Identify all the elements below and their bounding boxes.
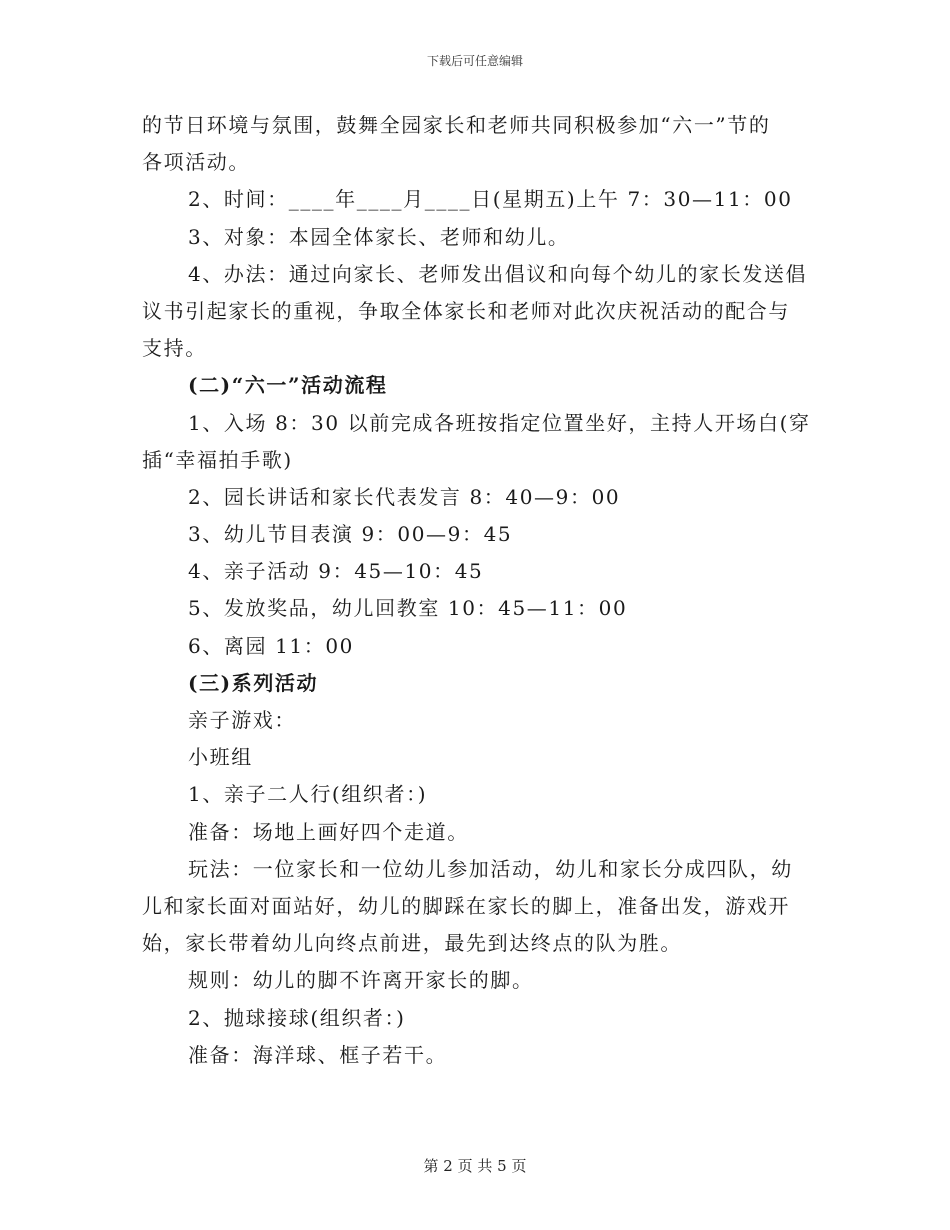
text-line: 2、时间：____年____月____日(星期五)上午 7：30—11：00 (188, 187, 793, 212)
text-line: 4、办法：通过向家长、老师发出倡议和向每个幼儿的家长发送倡 (188, 261, 808, 286)
section-heading: (二)“六一”活动流程 (188, 373, 388, 398)
page-footer: 第 2 页 共 5 页 (423, 1157, 527, 1175)
text-line: 4、亲子活动 9：45—10：45 (188, 559, 484, 584)
text-line: 插“幸福拍手歌) (142, 447, 293, 472)
text-line: 3、对象：本园全体家长、老师和幼儿。 (188, 224, 570, 249)
section-heading: (三)系列活动 (188, 670, 319, 695)
text-line: 1、入场 8：30 以前完成各班按指定位置坐好，主持人开场白(穿 (188, 410, 811, 435)
text-line: 3、幼儿节目表演 9：00—9：45 (188, 522, 513, 547)
text-line: 始，家长带着幼儿向终点前进，最先到达终点的队为胜。 (142, 931, 682, 956)
text-line: 准备：海洋球、框子若干。 (188, 1042, 448, 1067)
document-body (142, 107, 810, 1074)
text-line: 2、园长讲话和家长代表发言 8：40—9：00 (188, 484, 621, 509)
text-line: 1、亲子二人行(组织者：) (188, 782, 428, 807)
text-line: 规则：幼儿的脚不许离开家长的脚。 (188, 968, 534, 993)
text-line: 2、抛球接球(组织者：) (188, 1005, 406, 1030)
text-line: 议书引起家长的重视，争取全体家长和老师对此次庆祝活动的配合与 (142, 298, 790, 323)
text-line: 玩法：一位家长和一位幼儿参加活动，幼儿和家长分成四队，幼 (188, 856, 793, 881)
text-line: 儿和家长面对面站好，幼儿的脚踩在家长的脚上，准备出发，游戏开 (142, 893, 790, 918)
text-line: 准备：场地上画好四个走道。 (188, 819, 469, 844)
text-line: 支持。 (142, 336, 207, 361)
text-line: 亲子游戏： (188, 708, 296, 732)
text-line: 小班组 (188, 745, 253, 770)
text-line: 6、离园 11：00 (188, 633, 354, 658)
text-line: 5、发放奖品，幼儿回教室 10：45—11：00 (188, 596, 628, 621)
text-line: 各项活动。 (142, 150, 250, 175)
text-line: 的节日环境与氛围，鼓舞全园家长和老师共同积极参加“六一”节的 (142, 113, 771, 137)
page-header: 下载后可任意编辑 (426, 54, 523, 68)
